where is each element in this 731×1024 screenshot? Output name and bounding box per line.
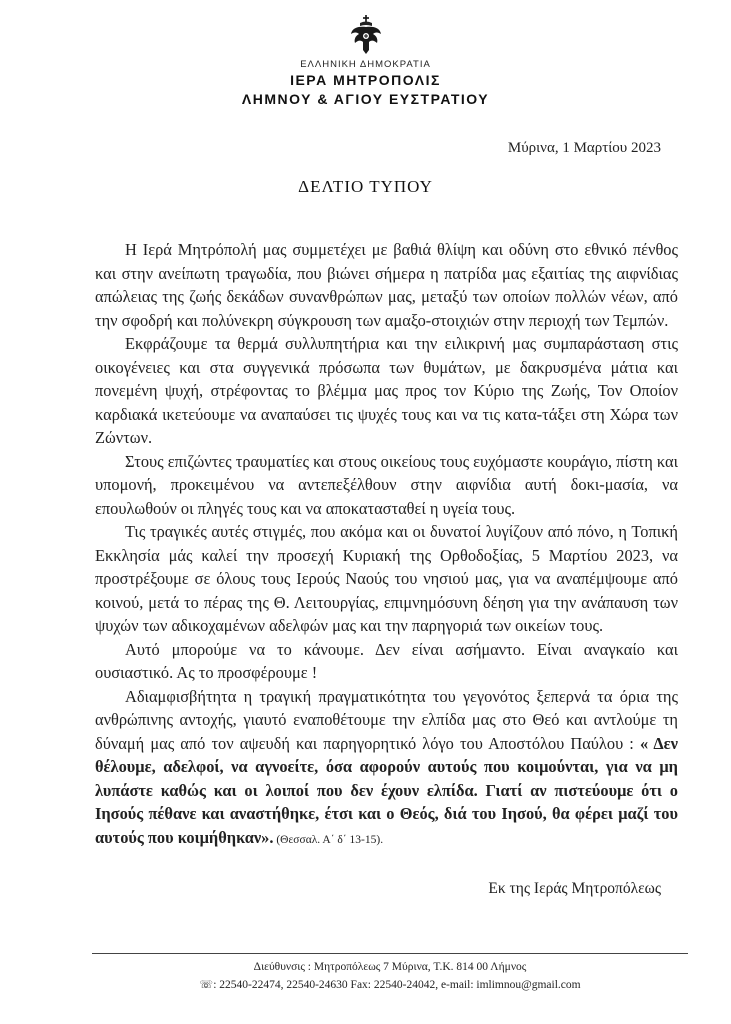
- document-title: ΔΕΛΤΙΟ ΤΥΠΟΥ: [298, 177, 433, 196]
- telephone-icon: ☏: [199, 978, 214, 991]
- metropolis-name: ΙΕΡΑ ΜΗΤΡΟΠΟΛΙΣ: [290, 72, 441, 88]
- paragraph-with-quote: [95, 685, 678, 853]
- press-release-body: [95, 238, 678, 852]
- paragraph-intro: Αδιαμφισβήτητα η τραγική πραγματικότητα του γεγονότος ξεπερνά τα όρια της ανθρώπινης αντοχής, γιαυτό εναποθέτουμε την ελπίδα μας στο Θεό και αντλούμε τη δύναμή μας από τον αψευδή και παρηγορητικό λόγο του Αποστόλου Παύλου :: [95, 686, 678, 753]
- signature: Εκ της Ιεράς Μητροπόλεως: [488, 880, 661, 897]
- footer-contact: : 22540-22474, 22540-24630 Fax: 22540-24042, e-mail: imlimnou@gmail.com: [213, 979, 581, 991]
- metropolis-region: ΛΗΜΝΟΥ & ΑΓΙΟΥ ΕΥΣΤΡΑΤΙΟΥ: [241, 91, 490, 107]
- document-date: Μύρινα, 1 Μαρτίου 2023: [507, 140, 661, 156]
- footer-address: Διεύθυνσις : Μητροπόλεως 7 Μύρινα, Τ.Κ. 814 00 Λήμνος: [253, 961, 527, 973]
- scripture-reference: (Θεσσαλ. Α΄ δ΄ 13-15).: [273, 833, 384, 846]
- double-headed-eagle-icon: [348, 14, 384, 56]
- paragraph: Αυτό μπορούμε να το κάνουμε. Δεν είναι ασήμαντο. Είναι αναγκαίο και ουσιαστικό. Ας το προσφέρουμε !: [95, 639, 678, 682]
- paragraph: Στους επιζώντες τραυματίες και στους οικείους τους ευχόμαστε κουράγιο, πίστη και υπομονή, προκειμένου να αντεπεξέλθουν στην αιφνίδια αυτή δοκι-μασία, να επουλωθούν οι πληγές τους και να αποκατασταθεί η υγεία τους.: [95, 451, 678, 518]
- scripture-quote: « Δεν θέλουμε, αδελφοί, να αγνοείτε, όσα αφορούν αυτούς που κοιμούνται, για να μη λυπάστε καθώς και οι λοιποί που δεν έχουν ελπίδα. Γιατί αν πιστεύουμε ότι ο Ιησούς πέθανε και αναστήθηκε, έτσι και ο Θεός, διά του Ιησού, θα φέρει μαζί του αυτούς που κοιμήθηκαν».: [95, 733, 678, 847]
- footer-contact-line: [92, 976, 688, 994]
- paragraph: Τις τραγικές αυτές στιγμές, που ακόμα και οι δυνατοί λυγίζουν από πόνο, η Τοπική Εκκλησία μάς καλεί την προσεχή Κυριακή της Ορθοδοξίας, 5 Μαρτίου 2023, να προστρέξουμε σε όλους τους Ιερούς Ναούς του νησιού μας, για να αναπέμψουμε από κοινού, μετά το πέρας της Θ. Λειτουργίας, επιμνημόσυνη δέηση για την ανάπαυση των ψυχών των αδικοχαμένων αδελφών μας και την παρηγοριά των οικείων τους.: [95, 522, 678, 635]
- country-name: ΕΛΛΗΝΙΚΗ ΔΗΜΟΚΡΑΤΙΑ: [300, 59, 431, 70]
- footer: [92, 958, 688, 994]
- letterhead: [0, 14, 731, 107]
- paragraph: Η Ιερά Μητρόπολή μας συμμετέχει με βαθιά θλίψη και οδύνη στο εθνικό πένθος και στην ανείπωτη τραγωδία, που βιώνει σήμερα η πατρίδα μας εξαιτίας της αιφνίδιας απώλειας της ζωής δεκάδων συνανθρώπων μας, μεταξύ των οποίων πολλών νέων, από την σφοδρή και πολύνεκρη σύγκρουση των αμαξο-στοιχιών στην περιοχή των Τεμπών.: [95, 240, 678, 330]
- paragraph: Εκφράζουμε τα θερμά συλλυπητήρια και την ειλικρινή μας συμπαράσταση στις οικογένειες και στα συγγενικά πρόσωπα των θυμάτων, με δακρυσμένα μάτια και πονεμένη ψυχή, στρέφοντας το βλέμμα μας προς τον Κύριο της Ζωής, Τον Οποίον καρδιακά ικετεύουμε να αναπαύσει τις ψυχές τους και να τις κατα-τάξει στη Χώρα των Ζώντων.: [95, 334, 678, 447]
- footer-divider: [92, 953, 688, 954]
